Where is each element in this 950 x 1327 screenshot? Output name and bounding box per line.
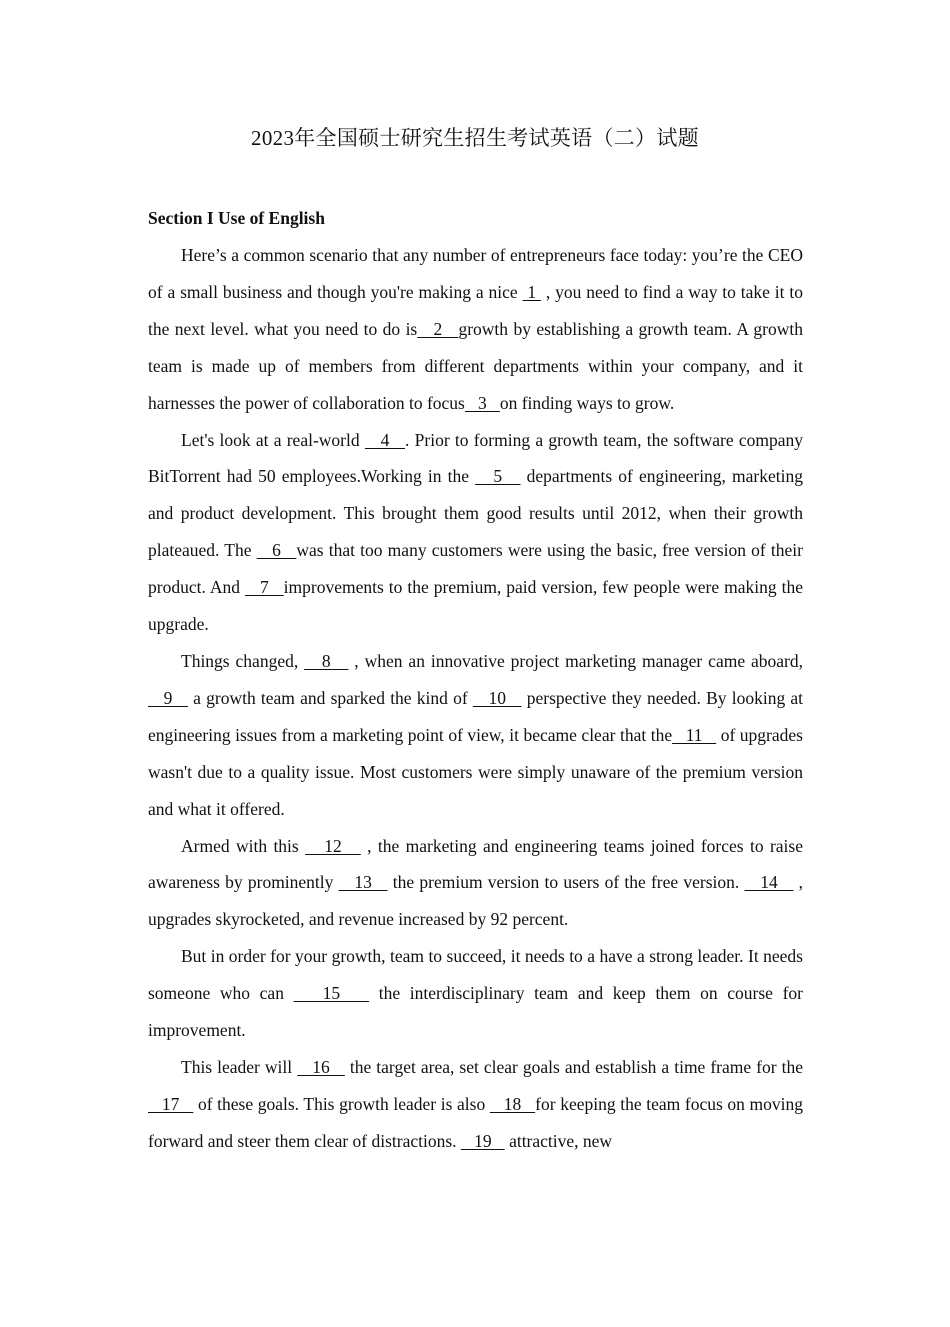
answer-blank: 19 xyxy=(460,1130,505,1151)
passage-text: But in order for your growth, team to succeed, it needs to a have a strong leader. It needs someone who can xyxy=(148,946,803,1004)
section-heading: Section I Use of English xyxy=(148,208,325,228)
passage-paragraph xyxy=(148,828,803,939)
answer-blank: 4 xyxy=(364,429,406,450)
answer-blank: 2 xyxy=(417,318,459,339)
passage-text: Things changed, xyxy=(181,650,305,671)
passage-text: on finding ways to grow. xyxy=(499,392,675,413)
passage-text: for keeping the team focus on moving forward and steer them clear of distractions. xyxy=(148,1093,804,1151)
passage-text: the target area, set clear goals and establish a time frame for the xyxy=(344,1056,803,1077)
passage-text: Let's look at a real-world xyxy=(181,429,365,450)
passage-text: perspective they needed. By looking at engineering issues from a marketing point of view, it became clear that the xyxy=(148,687,804,745)
passage-text: of upgrades wasn't due to a quality issue. Most customers were simply unaware of the premium version and what it offered. xyxy=(148,724,803,819)
answer-blank: 7 xyxy=(244,577,284,598)
passage-text: , you need to find a way to take it to the next level. what you need to do is xyxy=(148,281,803,339)
passage-paragraph xyxy=(148,643,803,828)
answer-blank: 16 xyxy=(297,1056,345,1077)
answer-blank: 14 xyxy=(744,872,794,893)
answer-blank: 1 xyxy=(522,281,541,302)
passage-text: , upgrades skyrocketed, and revenue increased by 92 percent. xyxy=(148,872,804,930)
answer-blank: 18 xyxy=(489,1093,536,1114)
passage-text: Armed with this xyxy=(181,835,306,856)
passage-text: , the marketing and engineering teams joined forces to raise awareness by prominently xyxy=(148,835,803,893)
passage-paragraph xyxy=(148,422,803,643)
answer-blank: 3 xyxy=(464,392,500,413)
passage-paragraph xyxy=(148,938,803,1049)
passage-text: Here’s a common scenario that any number of entrepreneurs face today: you’re the CEO of a small business and though you're making a nice xyxy=(148,245,803,302)
passage-text: a growth team and sparked the kind of xyxy=(187,687,473,708)
answer-blank: 10 xyxy=(472,687,522,708)
answer-blank: 8 xyxy=(304,650,349,671)
passage-text: growth by establishing a growth team. A growth team is made up of members from different departments within your company, and it harnesses the power of collaboration to focus xyxy=(148,318,804,413)
answer-blank: 6 xyxy=(256,540,297,561)
passage-text: improvements to the premium, paid version, few people were making the upgrade. xyxy=(148,577,803,635)
passage-text: attractive, new xyxy=(504,1130,613,1151)
passage-text: , when an innovative project marketing manager came aboard, xyxy=(348,650,803,671)
passage-text: was that too many customers were using the basic, free version of their product. And xyxy=(148,540,803,598)
answer-blank: 17 xyxy=(148,1093,194,1114)
answer-blank: 12 xyxy=(305,835,361,856)
passage-paragraph xyxy=(148,1049,803,1160)
answer-blank: 11 xyxy=(672,724,717,745)
passage-text: . Prior to forming a growth team, the software company BitTorrent had 50 employees.Working in the xyxy=(148,429,804,487)
answer-blank: 15 xyxy=(293,983,370,1004)
passage-text: This leader will xyxy=(181,1056,298,1077)
answer-blank: 13 xyxy=(338,872,388,893)
passage-body xyxy=(148,237,803,1160)
passage-paragraph xyxy=(148,237,803,422)
passage-text: departments of engineering, marketing and product development. This brought them good results until 2012, when their growth plateaued. The xyxy=(148,466,803,561)
passage-text: the premium version to users of the free version. xyxy=(387,872,745,893)
page-title: 2023年全国硕士研究生招生考试英语（二）试题 xyxy=(251,126,699,150)
passage-text: the interdisciplinary team and keep them on course for improvement. xyxy=(148,983,803,1041)
answer-blank: 9 xyxy=(148,687,188,708)
answer-blank: 5 xyxy=(475,466,521,487)
passage-text: of these goals. This growth leader is also xyxy=(193,1093,490,1114)
